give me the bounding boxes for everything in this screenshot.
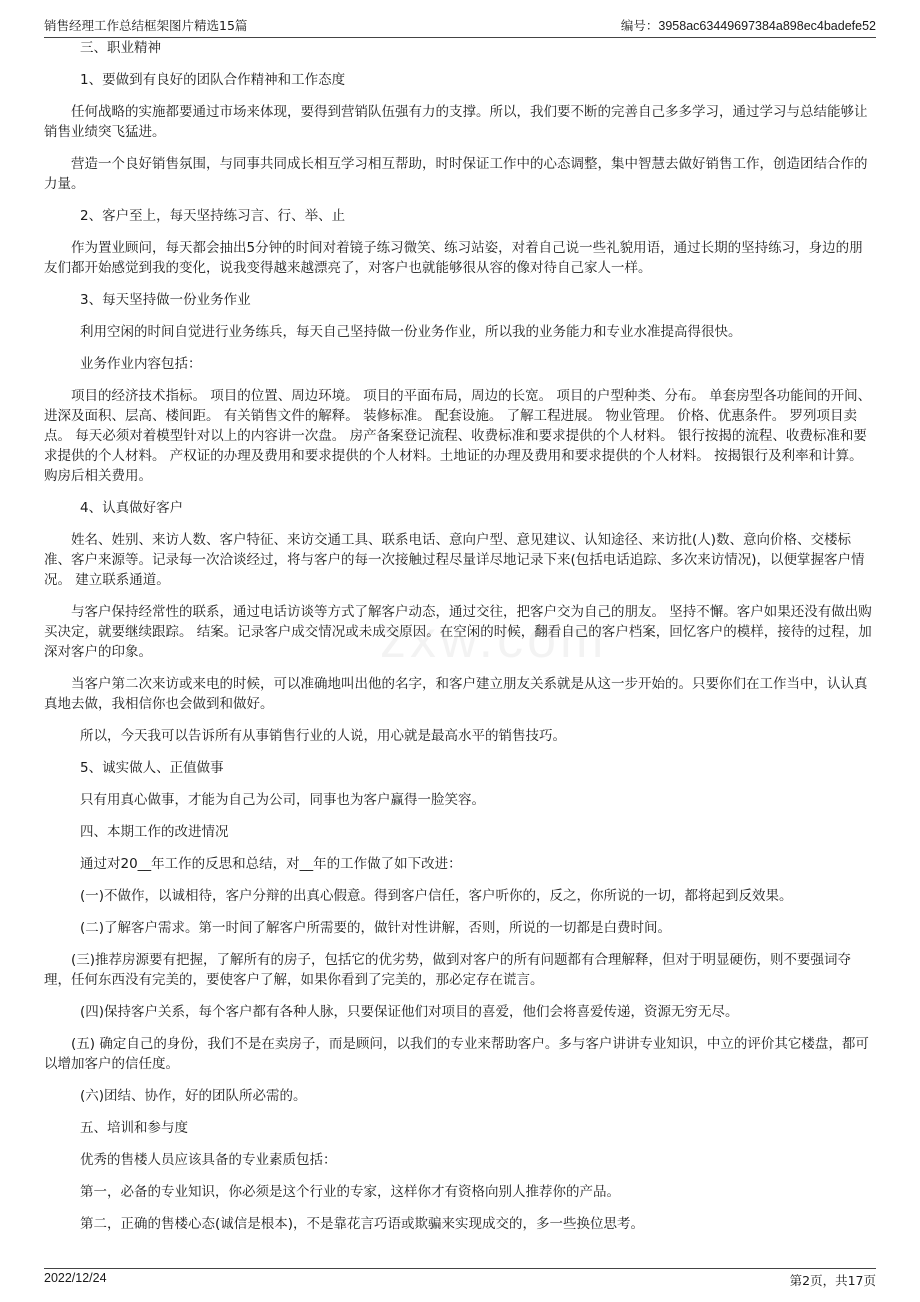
paragraph: 项目的经济技术指标。 项目的位置、周边环境。 项目的平面布局，周边的长宽。 项目的户型种类、分布。 单套房型各功能间的开间、进深及面积、层高、楼间距。 有关销售文件的解释。 装修标准。 配套设施。 了解工程进展。 物业管理。 价格、优惠条件。 罗列项目卖点。 每天必须对着模型针对以上的内容讲一次盘。 房产备案登记流程、收费标准和要求提供的个人材料。 银行按揭的流程、收费标准和要求提供的个人材料。 产权证的办理及费用和要求提供的个人材料。土地证的办理及费用和要求提供的个人材料。 按揭银行及利率和计算。 购房后相关费用。 [44, 388, 872, 484]
paragraph: 五、培训和参与度 [80, 1120, 188, 1136]
document-id: 编号：3958ac63449697384a898ec4badefe52 [620, 19, 876, 33]
paragraph: 优秀的售楼人员应该具备的专业素质包括： [80, 1152, 337, 1168]
document-date: 2022/12/24 [44, 1271, 107, 1285]
paragraph: 第二，正确的售楼心态(诚信是根本)，不是靠花言巧语或欺骗来实现成交的，多一些换位思考。 [80, 1216, 645, 1232]
paragraph: 5、诚实做人、正值做事 [80, 760, 224, 776]
page-footer [44, 1268, 876, 1291]
paragraph: 与客户保持经常性的联系，通过电话访谈等方式了解客户动态，通过交往，把客户交为自己的朋友。 坚持不懈。客户如果还没有做出购买决定，就要继续跟踪。 结案。记录客户成交情况或未成交原因。在空闲的时候，翻看自己的客户档案，回忆客户的模样，接待的过程，加深对客户的印象。 [44, 604, 872, 660]
document-title: 销售经理工作总结框架图片精选15篇 [44, 18, 248, 33]
paragraph: 三、职业精神 [80, 40, 161, 56]
paragraph: 营造一个良好销售氛围，与同事共同成长相互学习相互帮助，时时保证工作中的心态调整，集中智慧去做好销售工作，创造团结合作的力量。 [44, 156, 868, 192]
paragraph: 作为置业顾问，每天都会抽出5分钟的时间对着镜子练习微笑、练习站姿，对着自己说一些礼貌用语，通过长期的坚持练习，身边的朋友们都开始感觉到我的变化，说我变得越来越漂亮了，对客户也就能够很从容的像对待自己家人一样。 [44, 240, 863, 276]
paragraph: (五) 确定自己的身份，我们不是在卖房子，而是顾问，以我们的专业来帮助客户。多与客户讲讲专业知识，中立的评价其它楼盘，都可以增加客户的信任度。 [44, 1036, 869, 1072]
paragraph: (三)推荐房源要有把握，了解所有的房子，包括它的优劣势，做到对客户的所有问题都有合理解释，但对于明显硬伤，则不要强词夺理，任何东西没有完美的，要使客户了解，如果你看到了完美的，那必定存在谎言。 [44, 952, 852, 988]
paragraph: 第一，必备的专业知识，你必须是这个行业的专家，这样你才有资格向别人推荐你的产品。 [80, 1184, 620, 1200]
paragraph: (二)了解客户需求。第一时间了解客户所需要的，做针对性讲解，否则，所说的一切都是白费时间。 [80, 920, 672, 936]
paragraph: 姓名、姓别、来访人数、客户特征、来访交通工具、联系电话、意向户型、意见建议、认知途径、来访批(人)数、意向价格、交楼标准、客户来源等。记录每一次洽谈经过，将与客户的每一次接触过程尽量详尽地记录下来(包括电话追踪、多次来访情况)，以便掌握客户情况。 建立联系通道。 [44, 532, 865, 588]
paragraph: 4、认真做好客户 [80, 500, 184, 516]
paragraph: (一)不做作，以诚相待，客户分辩的出真心假意。得到客户信任，客户听你的，反之，你所说的一切，都将起到反效果。 [80, 888, 793, 904]
paragraph: (六)团结、协作，好的团队所必需的。 [80, 1088, 307, 1104]
paragraph: 3、每天坚持做一份业务作业 [80, 292, 251, 308]
paragraph: 只有用真心做事，才能为自己为公司，同事也为客户赢得一脸笑容。 [80, 792, 485, 808]
paragraph: (四)保持客户关系，每个客户都有各种人脉，只要保证他们对项目的喜爱，他们会将喜爱传递，资源无穷无尽。 [80, 1004, 739, 1020]
paragraph: 任何战略的实施都要通过市场来体现，要得到营销队伍强有力的支撑。所以，我们要不断的完善自己多多学习，通过学习与总结能够让销售业绩突飞猛进。 [44, 104, 868, 140]
paragraph: 通过对20__年工作的反思和总结，对__年的工作做了如下改进： [80, 856, 462, 872]
paragraph: 2、客户至上，每天坚持练习言、行、举、止 [80, 208, 346, 224]
page-number: 第2页，共17页 [789, 1273, 876, 1288]
paragraph: 当客户第二次来访或来电的时候，可以准确地叫出他的名字，和客户建立朋友关系就是从这一步开始的。只要你们在工作当中，认认真真地去做，我相信你也会做到和做好。 [44, 676, 868, 712]
paragraph: 业务作业内容包括： [80, 356, 202, 372]
document-body [44, 38, 876, 1246]
paragraph: 四、本期工作的改进情况 [80, 824, 229, 840]
page-header [44, 12, 876, 38]
paragraph: 1、要做到有良好的团队合作精神和工作态度 [80, 72, 346, 88]
paragraph: 利用空闲的时间自觉进行业务练兵，每天自己坚持做一份业务作业，所以我的业务能力和专业水准提高得很快。 [80, 324, 742, 340]
paragraph: 所以，今天我可以告诉所有从事销售行业的人说，用心就是最高水平的销售技巧。 [80, 728, 566, 744]
